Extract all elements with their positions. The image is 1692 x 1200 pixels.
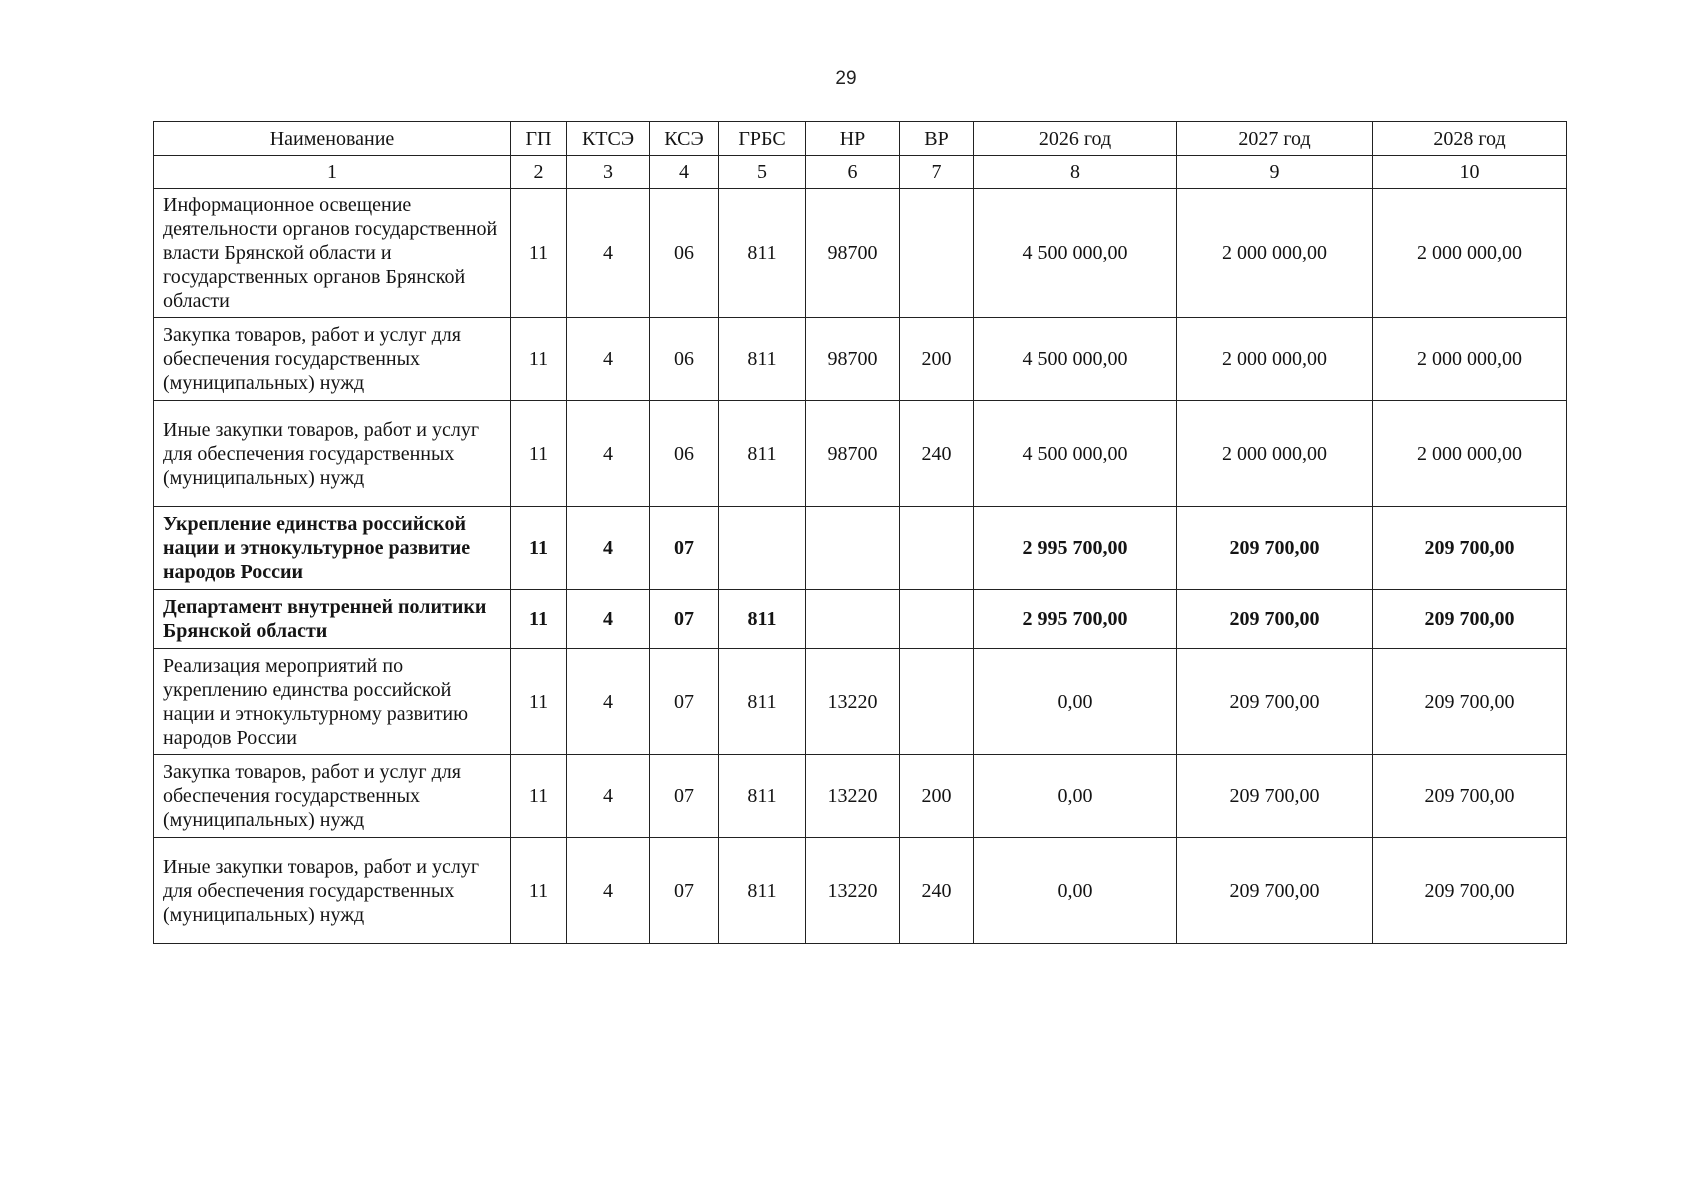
- row-kse: 06: [650, 401, 719, 507]
- row-ktse: 4: [567, 401, 650, 507]
- row-vr: [900, 649, 974, 755]
- table-row-section: [154, 590, 1567, 649]
- row-grbs: 811: [719, 649, 806, 755]
- row-amount-2027: 2 000 000,00: [1177, 189, 1373, 318]
- row-ktse: 4: [567, 590, 650, 649]
- header-name: Наименование: [154, 122, 511, 156]
- row-vr: 200: [900, 318, 974, 401]
- column-number: 1: [154, 156, 511, 189]
- table-row: [154, 838, 1567, 944]
- row-amount-2027: 209 700,00: [1177, 649, 1373, 755]
- row-amount-2026: 2 995 700,00: [974, 590, 1177, 649]
- row-gp: 11: [511, 401, 567, 507]
- budget-table: [153, 121, 1567, 944]
- table-row-section: [154, 507, 1567, 590]
- row-amount-2027: 209 700,00: [1177, 507, 1373, 590]
- row-grbs: 811: [719, 838, 806, 944]
- row-vr: 240: [900, 838, 974, 944]
- column-number: 6: [806, 156, 900, 189]
- row-amount-2028: 209 700,00: [1373, 838, 1567, 944]
- row-amount-2028: 209 700,00: [1373, 590, 1567, 649]
- header-gp: ГП: [511, 122, 567, 156]
- row-vr: 240: [900, 401, 974, 507]
- column-number: 2: [511, 156, 567, 189]
- row-ktse: 4: [567, 189, 650, 318]
- table-row: [154, 189, 1567, 318]
- row-amount-2027: 209 700,00: [1177, 838, 1373, 944]
- row-ktse: 4: [567, 507, 650, 590]
- row-kse: 06: [650, 318, 719, 401]
- row-grbs: 811: [719, 755, 806, 838]
- row-vr: [900, 189, 974, 318]
- column-number-row: [154, 156, 1567, 189]
- row-amount-2028: 209 700,00: [1373, 649, 1567, 755]
- row-nr: 98700: [806, 401, 900, 507]
- row-amount-2027: 2 000 000,00: [1177, 401, 1373, 507]
- row-amount-2027: 209 700,00: [1177, 590, 1373, 649]
- row-amount-2028: 2 000 000,00: [1373, 189, 1567, 318]
- row-gp: 11: [511, 507, 567, 590]
- header-vr: ВР: [900, 122, 974, 156]
- page-number: 29: [835, 68, 857, 89]
- table-row: [154, 755, 1567, 838]
- row-amount-2026: 0,00: [974, 838, 1177, 944]
- row-kse: 07: [650, 755, 719, 838]
- row-grbs: 811: [719, 401, 806, 507]
- header-kse: КСЭ: [650, 122, 719, 156]
- row-ktse: 4: [567, 318, 650, 401]
- row-name: Информационное освещение деятельности органов государственной власти Брянской области и государственных органов Брянской области: [154, 189, 511, 318]
- row-name: Закупка товаров, работ и услуг для обеспечения государственных (муниципальных) нужд: [154, 318, 511, 401]
- row-kse: 07: [650, 507, 719, 590]
- row-amount-2026: 4 500 000,00: [974, 318, 1177, 401]
- row-name: Укрепление единства российской нации и этнокультурное развитие народов России: [154, 507, 511, 590]
- row-vr: 200: [900, 755, 974, 838]
- row-nr: 13220: [806, 649, 900, 755]
- row-gp: 11: [511, 590, 567, 649]
- row-ktse: 4: [567, 838, 650, 944]
- row-amount-2026: 4 500 000,00: [974, 401, 1177, 507]
- row-name: Иные закупки товаров, работ и услуг для обеспечения государственных (муниципальных) нужд: [154, 401, 511, 507]
- row-name: Департамент внутренней политики Брянской области: [154, 590, 511, 649]
- row-amount-2028: 209 700,00: [1373, 755, 1567, 838]
- row-ktse: 4: [567, 649, 650, 755]
- row-name: Иные закупки товаров, работ и услуг для обеспечения государственных (муниципальных) нужд: [154, 838, 511, 944]
- column-number: 3: [567, 156, 650, 189]
- row-gp: 11: [511, 318, 567, 401]
- row-amount-2028: 2 000 000,00: [1373, 401, 1567, 507]
- table-row: [154, 318, 1567, 401]
- row-nr: 13220: [806, 838, 900, 944]
- row-amount-2026: 0,00: [974, 755, 1177, 838]
- header-2028: 2028 год: [1373, 122, 1567, 156]
- column-number: 4: [650, 156, 719, 189]
- row-name: Реализация мероприятий по укреплению единства российской нации и этнокультурному развитию народов России: [154, 649, 511, 755]
- row-gp: 11: [511, 755, 567, 838]
- header-grbs: ГРБС: [719, 122, 806, 156]
- row-grbs: 811: [719, 189, 806, 318]
- row-kse: 07: [650, 590, 719, 649]
- row-nr: 98700: [806, 318, 900, 401]
- row-name: Закупка товаров, работ и услуг для обеспечения государственных (муниципальных) нужд: [154, 755, 511, 838]
- row-kse: 07: [650, 649, 719, 755]
- column-number: 9: [1177, 156, 1373, 189]
- row-nr: [806, 507, 900, 590]
- row-amount-2027: 2 000 000,00: [1177, 318, 1373, 401]
- row-nr: 98700: [806, 189, 900, 318]
- row-gp: 11: [511, 649, 567, 755]
- column-number: 7: [900, 156, 974, 189]
- table-row: [154, 649, 1567, 755]
- row-nr: 13220: [806, 755, 900, 838]
- row-kse: 07: [650, 838, 719, 944]
- row-amount-2026: 0,00: [974, 649, 1177, 755]
- row-vr: [900, 507, 974, 590]
- row-vr: [900, 590, 974, 649]
- header-nr: НР: [806, 122, 900, 156]
- header-2027: 2027 год: [1177, 122, 1373, 156]
- column-number: 10: [1373, 156, 1567, 189]
- row-kse: 06: [650, 189, 719, 318]
- row-amount-2028: 2 000 000,00: [1373, 318, 1567, 401]
- row-grbs: 811: [719, 318, 806, 401]
- header-row: [154, 122, 1567, 156]
- column-number: 8: [974, 156, 1177, 189]
- header-ktse: КТСЭ: [567, 122, 650, 156]
- row-gp: 11: [511, 838, 567, 944]
- table-row: [154, 401, 1567, 507]
- row-ktse: 4: [567, 755, 650, 838]
- row-amount-2028: 209 700,00: [1373, 507, 1567, 590]
- row-amount-2026: 4 500 000,00: [974, 189, 1177, 318]
- row-amount-2026: 2 995 700,00: [974, 507, 1177, 590]
- row-grbs: 811: [719, 590, 806, 649]
- column-number: 5: [719, 156, 806, 189]
- row-grbs: [719, 507, 806, 590]
- header-2026: 2026 год: [974, 122, 1177, 156]
- row-amount-2027: 209 700,00: [1177, 755, 1373, 838]
- row-gp: 11: [511, 189, 567, 318]
- row-nr: [806, 590, 900, 649]
